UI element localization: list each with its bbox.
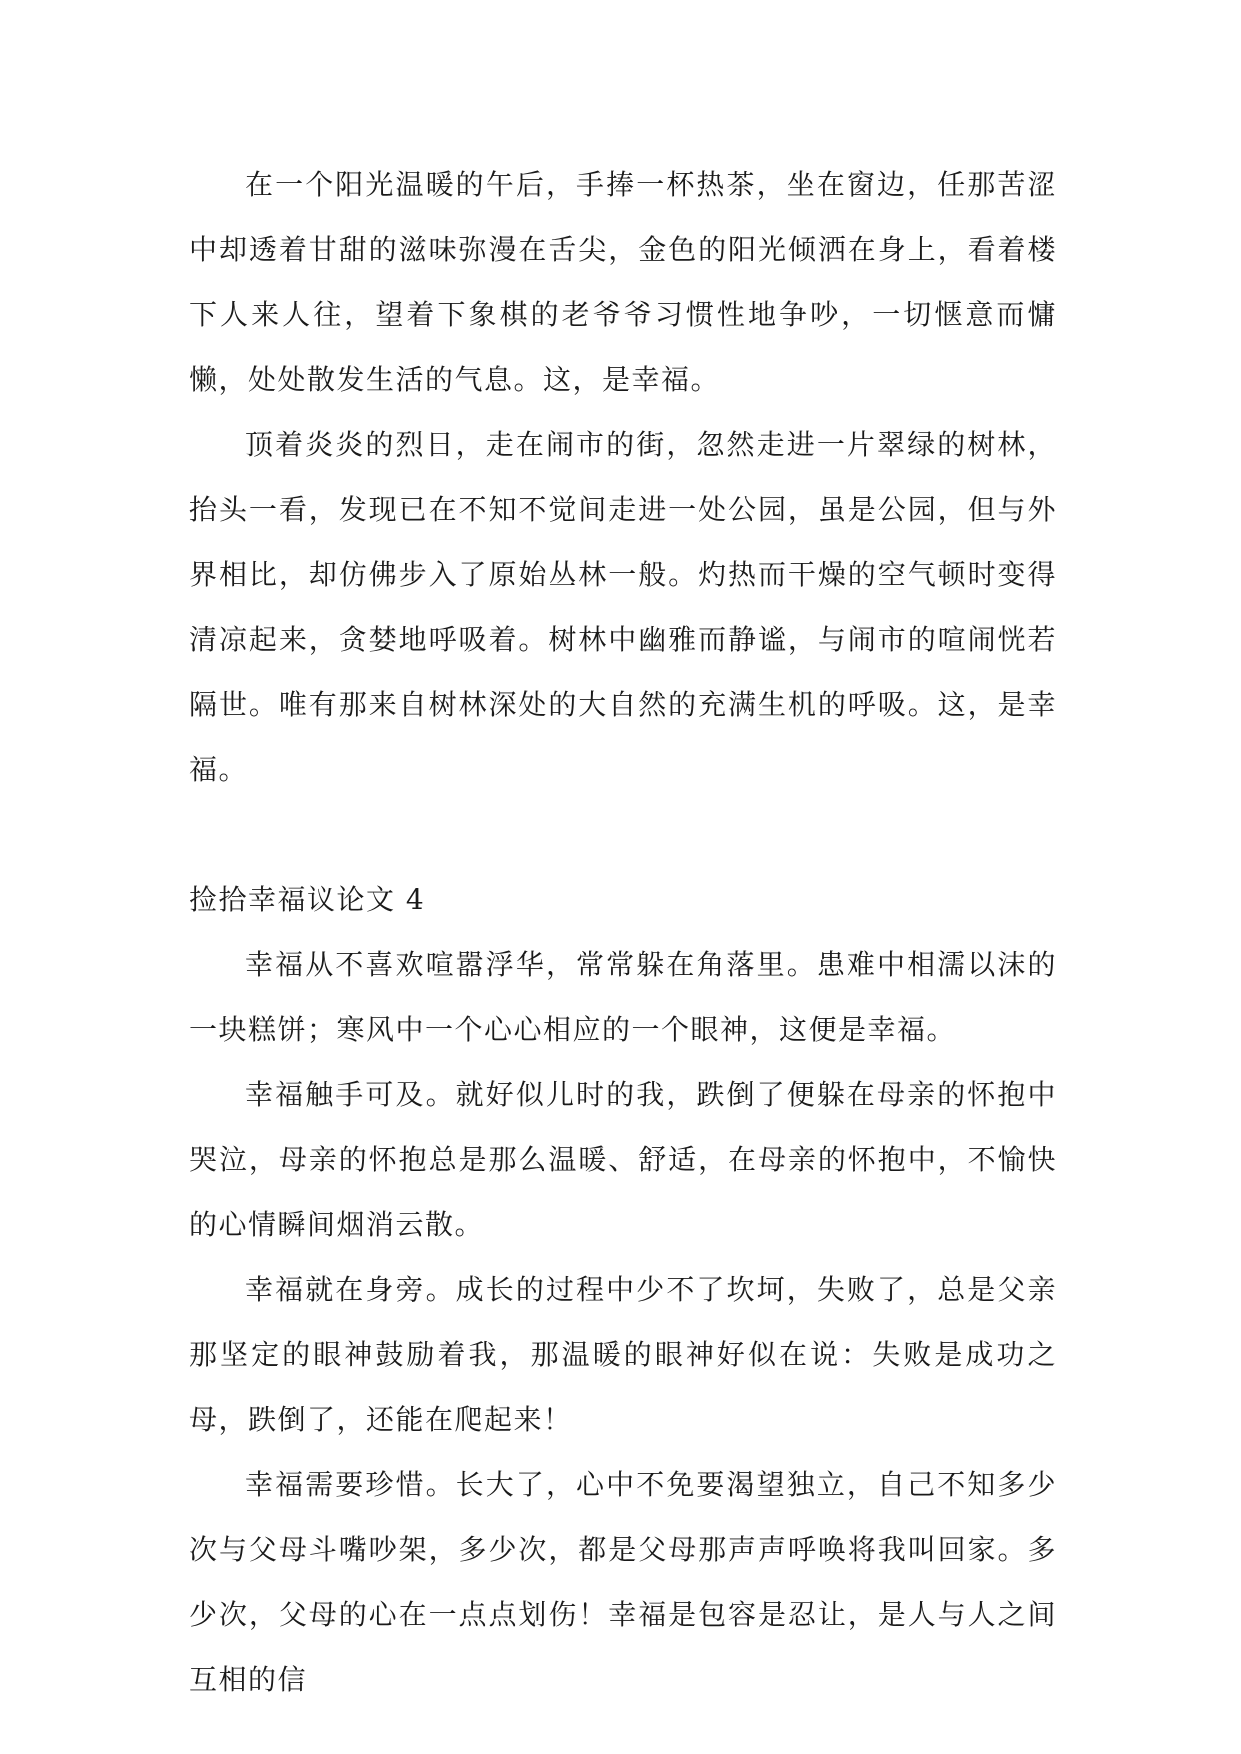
paragraph-hidden-happiness: 幸福从不喜欢喧嚣浮华，常常躲在角落里。患难中相濡以沫的一块糕饼；寒风中一个心心相应的一个眼神，这便是幸福。 <box>189 948 1057 1046</box>
paragraph-mothers-embrace: 幸福触手可及。就好似儿时的我，跌倒了便躲在母亲的怀抱中哭泣，母亲的怀抱总是那么温暖、舒适，在母亲的怀抱中，不愉快的心情瞬间烟消云散。 <box>189 1078 1057 1241</box>
section-spacer <box>189 802 1057 867</box>
paragraph-forest-park: 顶着炎炎的烈日，走在闹市的街，忽然走进一片翠绿的树林，抬头一看，发现已在不知不觉间走进一处公园，虽是公园，但与外界相比，却仿佛步入了原始丛林一般。灼热而干燥的空气顿时变得清凉起来，贪婪地呼吸着。树林中幽雅而静谧，与闹市的喧闹恍若隔世。唯有那来自树林深处的大自然的充满生机的呼吸。这，是幸福。 <box>189 428 1057 786</box>
paragraph-fathers-encouragement: 幸福就在身旁。成长的过程中少不了坎坷，失败了，总是父亲那坚定的眼神鼓励着我，那温暖的眼神好似在说：失败是成功之母，跌倒了，还能在爬起来！ <box>189 1273 1057 1436</box>
paragraph-afternoon-tea: 在一个阳光温暖的午后，手捧一杯热茶，坐在窗边，任那苦涩中却透着甘甜的滋味弥漫在舌尖，金色的阳光倾洒在身上，看着楼下人来人往，望着下象棋的老爷爷习惯性地争吵，一切惬意而慵懒，处处散发生活的气息。这，是幸福。 <box>189 168 1057 396</box>
paragraph-cherish-happiness: 幸福需要珍惜。长大了，心中不免要渴望独立，自己不知多少次与父母斗嘴吵架，多少次，都是父母那声声呼唤将我叫回家。多少次，父母的心在一点点划伤！幸福是包容是忍让，是人与人之间互相的信 <box>189 1468 1057 1696</box>
document-body <box>189 152 1057 1712</box>
section-title: 捡拾幸福议论文 4 <box>189 883 426 916</box>
